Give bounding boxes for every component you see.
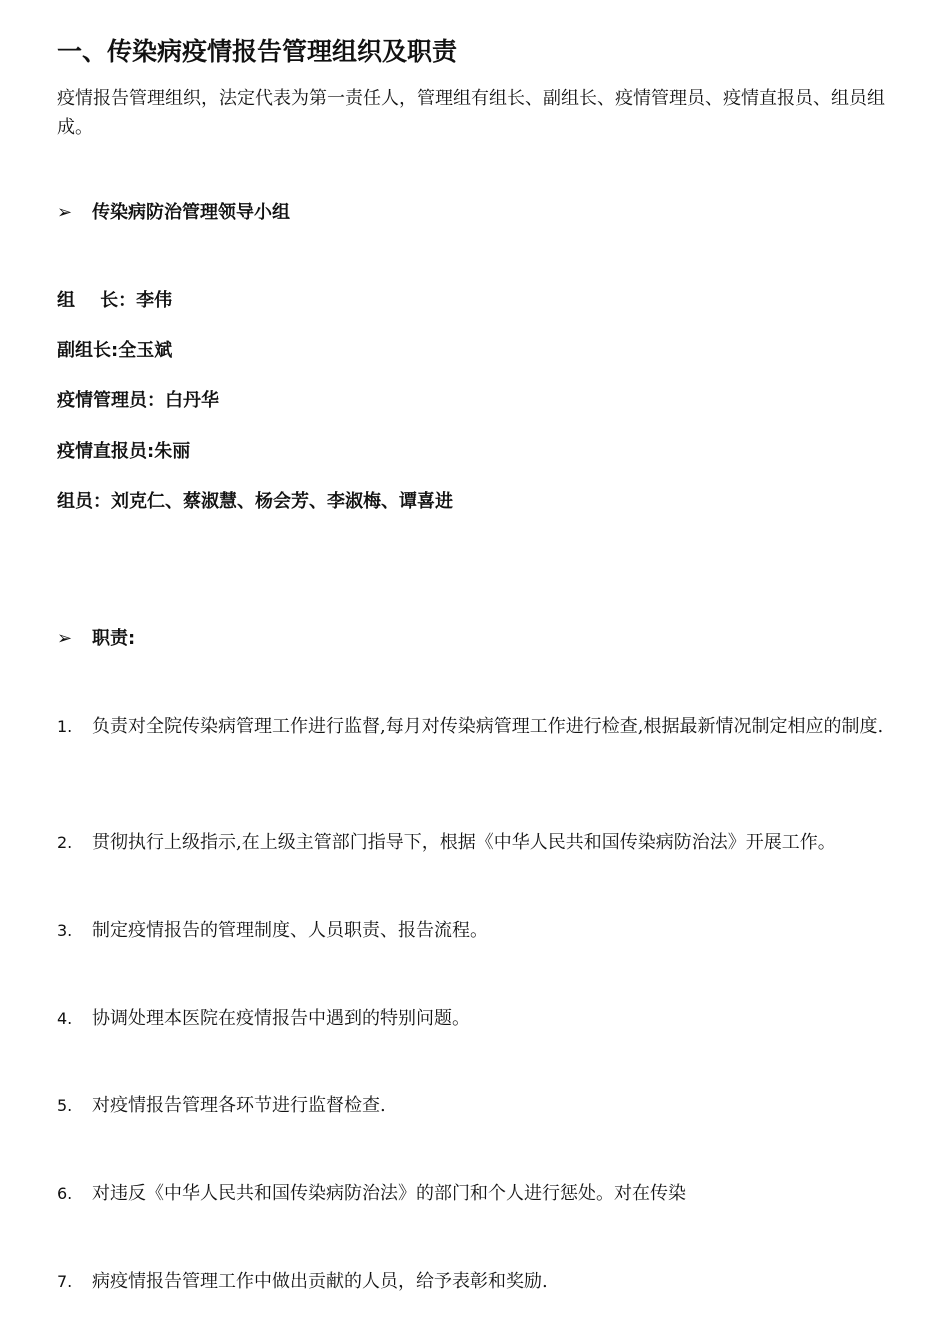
bullet-arrow-icon: ➢ <box>57 202 73 223</box>
member-epidemic-manager: 疫情管理员：白丹华 <box>57 390 219 411</box>
duty-text: 制定疫情报告的管理制度、人员职责、报告流程。 <box>92 920 488 941</box>
duty-number: 6. <box>57 1184 73 1203</box>
duty-number: 3. <box>57 921 73 940</box>
duty-number: 1. <box>57 717 73 736</box>
group-heading <box>57 200 290 226</box>
duty-item <box>57 712 897 741</box>
duty-item <box>57 1091 897 1120</box>
duties-heading <box>57 626 135 652</box>
member-group-members: 组员：刘克仁、蔡淑慧、杨会芳、李淑梅、谭喜进 <box>57 491 453 512</box>
duty-item <box>57 828 897 857</box>
duty-text: 贯彻执行上级指示,在上级主管部门指导下，根据《中华人民共和国传染病防治法》开展工作。 <box>92 832 836 853</box>
duty-number: 2. <box>57 833 73 852</box>
group-heading-text: 传染病防治管理领导小组 <box>92 202 290 223</box>
duty-text: 对违反《中华人民共和国传染病防治法》的部门和个人进行惩处。对在传染 <box>92 1183 686 1204</box>
duty-number: 7. <box>57 1272 73 1291</box>
duty-text: 对疫情报告管理各环节进行监督检查. <box>92 1095 386 1116</box>
duty-text: 负责对全院传染病管理工作进行监督,每月对传染病管理工作进行检查,根据最新情况制定相应的制度. <box>92 716 884 737</box>
duty-item <box>57 1267 897 1296</box>
bullet-arrow-icon: ➢ <box>57 628 73 649</box>
member-deputy-leader: 副组长:全玉斌 <box>57 340 173 361</box>
duty-number: 5. <box>57 1096 73 1115</box>
duty-text: 协调处理本医院在疫情报告中遇到的特别问题。 <box>92 1008 470 1029</box>
member-leader: 组 长：李伟 <box>57 290 173 311</box>
duty-item <box>57 1179 897 1208</box>
duty-item <box>57 1004 897 1033</box>
duty-number: 4. <box>57 1009 73 1028</box>
section-title: 一、传染病疫情报告管理组织及职责 <box>57 37 458 66</box>
duty-text: 病疫情报告管理工作中做出贡献的人员，给予表彰和奖励. <box>92 1271 548 1292</box>
duty-item <box>57 916 897 945</box>
member-direct-reporter: 疫情直报员:朱丽 <box>57 441 191 462</box>
intro-paragraph: 疫情报告管理组织，法定代表为第一责任人，管理组有组长、副组长、疫情管理员、疫情直报员、组员组成。 <box>57 88 885 138</box>
duties-heading-text: 职责: <box>92 628 136 649</box>
